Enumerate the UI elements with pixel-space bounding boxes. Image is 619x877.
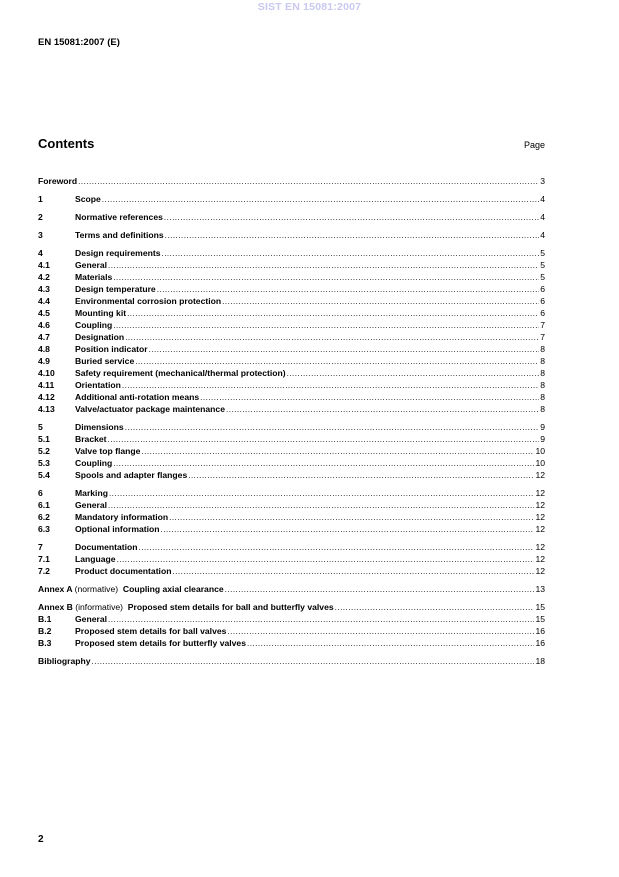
toc-entry-title [75,259,107,271]
toc-entry-title-text: Bracket [75,434,107,444]
toc-entry-page: 10 [535,458,545,468]
toc-entry-title-text: Terms and definitions [75,230,164,240]
toc-entry-annex-title: Coupling axial clearance [122,584,224,594]
toc-entry[interactable] [38,367,545,379]
toc-entry-number: 4.3 [38,284,50,294]
toc-entry-title [75,553,116,565]
toc-entry-title-text: Documentation [75,542,138,552]
toc-entry-number: 4.6 [38,320,50,330]
toc-entry-number: 5 [38,422,43,432]
toc-entry-title [75,229,164,241]
toc-entry-page: 10 [535,446,545,456]
toc-entry-number: 6 [38,488,43,498]
toc-entry-page: 12 [535,512,545,522]
toc-entry-title-text: Marking [75,488,108,498]
toc-entry-number: 5.2 [38,446,50,456]
toc-entry-page: 8 [540,356,545,366]
toc-entry[interactable] [38,553,545,565]
toc-entry-title [75,541,138,553]
toc-dot-leader [102,194,539,206]
toc-entry[interactable] [38,175,545,187]
toc-dot-leader [188,470,534,482]
toc-entry[interactable] [38,637,545,649]
toc-entry-title [75,247,160,259]
toc-entry-number: 7 [38,542,43,552]
toc-dot-leader [78,176,539,188]
toc-entry-title-text: Environmental corrosion protection [75,296,222,306]
toc-entry[interactable] [38,319,545,331]
toc-entry-number: 4.13 [38,404,55,414]
toc-entry[interactable] [38,391,545,403]
toc-entry-title-text: Language [75,554,116,564]
toc-entry-title-text: Buried service [75,356,135,366]
toc-entry[interactable] [38,379,545,391]
toc-entry[interactable] [38,307,545,319]
page-number: 2 [38,834,44,845]
toc-entry[interactable] [38,247,545,259]
toc-entry-title [75,457,112,469]
toc-entry-number: B.1 [38,614,52,624]
toc-entry[interactable] [38,469,545,481]
toc-entry-annex-title: Proposed stem details for ball and butterfly valves [127,602,334,612]
toc-entry-title-text: Proposed stem details for ball valves [75,626,227,636]
toc-entry-title [75,469,187,481]
toc-entry[interactable] [38,565,545,577]
toc-entry-number: 4.5 [38,308,50,318]
toc-entry[interactable] [38,295,545,307]
table-of-contents [38,175,545,667]
toc-dot-leader [92,656,535,668]
document-id: EN 15081:2007 (E) [38,37,120,48]
toc-entry-title [75,295,221,307]
toc-entry-number: 2 [38,212,43,222]
toc-dot-leader [226,404,539,416]
toc-entry[interactable] [38,445,545,457]
toc-entry[interactable] [38,487,545,499]
page-column-label: Page [523,140,545,150]
toc-entry-title [75,403,225,415]
toc-entry-number: 3 [38,230,43,240]
toc-entry[interactable] [38,613,545,625]
toc-entry-title [75,283,156,295]
toc-entry-page: 6 [540,296,545,306]
toc-entry-page: 15 [535,614,545,624]
toc-entry-number: 4.10 [38,368,55,378]
toc-entry-title-text: Additional anti-rotation means [75,392,200,402]
toc-entry-title-text: Annex A [38,584,73,594]
toc-entry-number: 4.7 [38,332,50,342]
toc-entry[interactable] [38,583,545,595]
toc-entry-number: 6.2 [38,512,50,522]
toc-entry-number: 4.9 [38,356,50,366]
toc-entry-number: 7.1 [38,554,50,564]
toc-entry-title-text: Scope [75,194,101,204]
toc-entry-page: 9 [540,434,545,444]
toc-entry-number: 4 [38,248,43,258]
toc-entry-page: 8 [540,380,545,390]
toc-entry-page: 5 [540,248,545,258]
toc-entry-title-text: Coupling [75,458,113,468]
toc-entry-title [75,193,101,205]
toc-entry-title-text: Mounting kit [75,308,127,318]
toc-entry-title-text: Spools and adapter flanges [75,470,188,480]
toc-entry[interactable] [38,601,545,613]
toc-entry-page: 7 [540,320,545,330]
toc-entry-title [75,271,112,283]
toc-entry-number: 4.8 [38,344,50,354]
toc-entry-number: 4.11 [38,380,55,390]
toc-entry-page: 6 [540,308,545,318]
toc-entry[interactable] [38,499,545,511]
toc-entry[interactable] [38,259,545,271]
toc-entry-title-text: Coupling [75,320,113,330]
toc-entry-page: 12 [535,488,545,498]
toc-entry-title-text: Foreword [38,176,78,186]
toc-entry-number: 4.2 [38,272,50,282]
toc-entry-title-text: Valve/actuator package maintenance [75,404,225,414]
toc-entry-number: B.3 [38,638,52,648]
toc-entry-title [75,343,148,355]
toc-entry-page: 15 [535,602,545,612]
toc-entry-title-text: Annex B [38,602,73,612]
toc-dot-leader [164,212,539,224]
toc-entry-title-text: Materials [75,272,113,282]
toc-entry-page: 13 [535,584,545,594]
toc-entry-title [75,565,171,577]
toc-entry-number: 7.2 [38,566,50,576]
toc-entry-page: 18 [535,656,545,666]
toc-entry-page: 12 [535,554,545,564]
toc-entry-title [75,211,163,223]
toc-entry-title-text: General [75,260,108,270]
toc-entry-title-text: General [75,614,108,624]
toc-entry[interactable] [38,433,545,445]
toc-entry-number: 6.3 [38,524,50,534]
toc-entry-page: 4 [540,212,545,222]
toc-entry-title [75,379,121,391]
toc-entry-title-text: Bibliography [38,656,91,666]
toc-entry-page: 16 [535,626,545,636]
toc-entry[interactable] [38,625,545,637]
toc-entry-title-text: Product documentation [75,566,172,576]
toc-entry-page: 5 [540,260,545,270]
toc-entry[interactable] [38,523,545,535]
toc-entry-page: 8 [540,392,545,402]
toc-entry-page: 12 [535,566,545,576]
toc-entry[interactable] [38,211,545,223]
toc-entry-title [75,307,126,319]
toc-entry[interactable] [38,655,545,667]
toc-entry-title [75,499,107,511]
toc-entry-number: B.2 [38,626,52,636]
toc-entry-page: 6 [540,284,545,294]
toc-entry-title-text: Designation [75,332,125,342]
toc-entry-title [75,637,246,649]
toc-entry-title [75,367,286,379]
toc-entry[interactable] [38,193,545,205]
toc-entry-title-text: Normative references [75,212,163,222]
toc-entry-page: 12 [535,524,545,534]
toc-entry-title [75,523,160,535]
toc-entry[interactable] [38,355,545,367]
toc-entry[interactable] [38,511,545,523]
toc-entry-page: 8 [540,368,545,378]
toc-entry[interactable] [38,403,545,415]
toc-entry-title-text: Proposed stem details for butterfly valves [75,638,246,648]
toc-dot-leader [161,524,535,536]
toc-entry-title [75,421,124,433]
toc-entry[interactable] [38,271,545,283]
toc-entry-number: 5.1 [38,434,50,444]
toc-entry-title [38,583,224,595]
toc-entry-page: 8 [540,344,545,354]
toc-entry-title [75,319,112,331]
toc-dot-leader [165,230,540,242]
toc-entry-page: 3 [540,176,545,186]
toc-dot-leader [247,638,534,650]
toc-entry-number: 4.4 [38,296,50,306]
toc-entry-number: 4.1 [38,260,50,270]
toc-entry-page: 12 [535,470,545,480]
toc-entry[interactable] [38,331,545,343]
toc-entry-page: 9 [540,422,545,432]
toc-entry-title-text: Dimensions [75,422,124,432]
toc-entry-annex-type: (normative) [74,584,119,594]
toc-entry-page: 4 [540,230,545,240]
toc-entry-title-text: Design temperature [75,284,156,294]
toc-entry-number: 6.1 [38,500,50,510]
toc-entry-number: 4.12 [38,392,55,402]
toc-entry-title [38,601,334,613]
watermark: SIST EN 15081:2007 [257,1,362,13]
toc-entry-title [75,331,124,343]
toc-entry-page: 8 [540,404,545,414]
toc-entry-page: 5 [540,272,545,282]
toc-entry[interactable] [38,343,545,355]
toc-entry-annex-type: (informative) [75,602,124,612]
toc-entry-number: 1 [38,194,43,204]
contents-heading: Contents [38,136,95,151]
toc-entry-title [75,391,199,403]
toc-entry[interactable] [38,421,545,433]
toc-entry-page: 4 [540,194,545,204]
toc-entry-page: 12 [535,500,545,510]
toc-dot-leader [225,584,535,596]
toc-entry-page: 7 [540,332,545,342]
toc-entry-title [38,655,91,667]
toc-entry-title [75,355,134,367]
toc-entry[interactable] [38,283,545,295]
toc-entry-title-text: Design requirements [75,248,161,258]
toc-entry-title-text: Mandatory information [75,512,169,522]
toc-entry-title-text: Valve top flange [75,446,141,456]
toc-entry[interactable] [38,541,545,553]
toc-entry-title [38,175,77,187]
toc-entry-title-text: General [75,500,108,510]
toc-entry-title-text: Optional information [75,524,160,534]
toc-entry-title-text: Position indicator [75,344,148,354]
toc-entry[interactable] [38,229,545,241]
toc-dot-leader [172,566,534,578]
toc-entry-title [75,613,107,625]
toc-entry-title [75,445,140,457]
toc-entry-number: 5.3 [38,458,50,468]
toc-entry-page: 16 [535,638,545,648]
toc-entry-number: 5.4 [38,470,50,480]
toc-entry-title-text: Orientation [75,380,121,390]
toc-entry-page: 12 [535,542,545,552]
toc-entry-title-text: Safety requirement (mechanical/thermal protection) [75,368,286,378]
toc-entry-title [75,511,168,523]
toc-entry-title [75,433,107,445]
toc-entry-title [75,487,108,499]
toc-entry[interactable] [38,457,545,469]
toc-entry-title [75,625,226,637]
